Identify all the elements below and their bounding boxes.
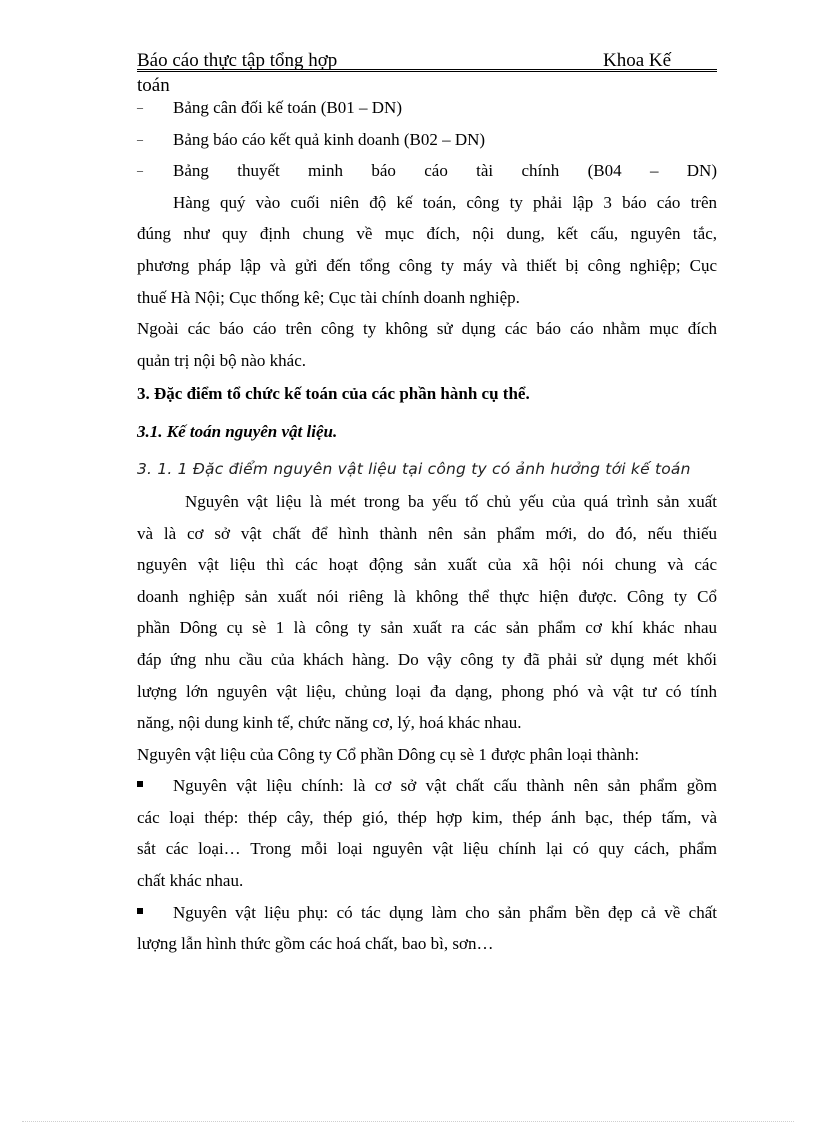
page-header bbox=[137, 50, 717, 72]
paragraph-line: và là cơ sở vật chất để hình thành nên sản phẩm mới, do đó, nếu thiếu bbox=[137, 523, 717, 543]
paragraph-line: phần Dông cụ sè 1 là công ty sản xuất ra các sản phẩm cơ khí khác nhau bbox=[137, 618, 717, 638]
paragraph-line: Nguyên vật liệu là mét trong ba yếu tố chủ yếu của quá trình sản xuất bbox=[185, 491, 717, 511]
dash-marker: – bbox=[137, 131, 143, 146]
dash-marker: – bbox=[137, 163, 143, 178]
paragraph-line: Nguyên vật liệu của Công ty Cổ phần Dông cụ sè 1 được phân loại thành: bbox=[137, 744, 640, 764]
report-list-item bbox=[137, 92, 717, 124]
header-continuation: toán bbox=[137, 75, 170, 96]
paragraph-line: chất khác nhau. bbox=[137, 871, 244, 891]
paragraph-line: năng, nội dung kinh tế, chức năng cơ, lý, hoá khác nhau. bbox=[137, 713, 522, 733]
paragraph-line: đáp ứng nhu cầu của khách hàng. Do vậy công ty đã phải sử dụng mét khối bbox=[137, 649, 717, 669]
paragraph-line: nguyên vật liệu thì các hoạt động sản xuất của xã hội nói chung và các bbox=[137, 555, 717, 575]
header-department: Khoa Kế bbox=[603, 50, 672, 71]
paragraph-line: phương pháp lập và gửi đến tổng công ty máy và thiết bị công nghiệp; Cục bbox=[137, 255, 717, 275]
bullet-text: Nguyên vật liệu phụ: có tác dụng làm cho sản phẩm bền đẹp cả về chất bbox=[173, 902, 717, 922]
paragraph-line: Ngoài các báo cáo trên công ty không sử dụng các báo cáo nhằm mục đích bbox=[137, 319, 717, 339]
bullet-list-item bbox=[137, 770, 717, 802]
header-rule bbox=[137, 69, 717, 70]
square-bullet-icon bbox=[137, 908, 143, 914]
paragraph-line: các loại thép: thép cây, thép gió, thép hợp kim, thép ánh bạc, thép tấm, và bbox=[137, 807, 717, 827]
paragraph-line: lượng lẫn hình thức gồm các hoá chất, bao bì, sơn… bbox=[137, 934, 494, 954]
document-body bbox=[137, 92, 717, 960]
header-rule bbox=[137, 71, 717, 72]
report-name: Bảng cân đối kế toán (B01 – DN) bbox=[173, 98, 402, 117]
subsection-heading: 3.1. Kế toán nguyên vật liệu. bbox=[137, 422, 338, 442]
header-title: Báo cáo thực tập tổng hợp bbox=[137, 50, 338, 71]
dash-marker: – bbox=[137, 100, 143, 114]
page-bottom-rule bbox=[22, 1121, 794, 1122]
paragraph-line: doanh nghiệp sản xuất nói riêng là không thể thực hiện được. Công ty Cổ bbox=[137, 586, 717, 606]
paragraph-line: quản trị nội bộ nào khác. bbox=[137, 350, 307, 370]
paragraph-line: sắt các loại… Trong mỗi loại nguyên vật liệu chính lại có quy cách, phẩm bbox=[137, 839, 717, 859]
report-name: Bảng báo cáo kết quả kinh doanh (B02 – DN) bbox=[173, 129, 486, 149]
report-name: Bảng thuyết minh báo cáo tài chính (B04 – DN) bbox=[173, 161, 717, 181]
report-list-item bbox=[137, 124, 717, 156]
square-bullet-icon bbox=[137, 781, 143, 787]
section-heading: 3. Đặc điểm tổ chức kế toán của các phần hành cụ thể. bbox=[137, 384, 530, 404]
paragraph-line: lượng lớn nguyên vật liệu, chủng loại đa dạng, phong phó và vật tư có tính bbox=[137, 681, 717, 701]
paragraph-line: Hàng quý vào cuối niên độ kế toán, công ty phải lập 3 báo cáo trên bbox=[173, 192, 717, 212]
report-list-item bbox=[137, 155, 717, 187]
paragraph-line: đúng như quy định chung về mục đích, nội dung, kết cấu, nguyên tắc, bbox=[137, 224, 717, 244]
bullet-list-item bbox=[137, 897, 717, 929]
subsubsection-heading: 3. 1. 1 Đặc điểm nguyên vật liệu tại công ty có ảnh hưởng tới kế toán bbox=[137, 460, 691, 479]
bullet-text: Nguyên vật liệu chính: là cơ sở vật chất cấu thành nên sản phẩm gồm bbox=[173, 776, 717, 796]
paragraph-line: thuế Hà Nội; Cục thống kê; Cục tài chính doanh nghiệp. bbox=[137, 287, 520, 307]
